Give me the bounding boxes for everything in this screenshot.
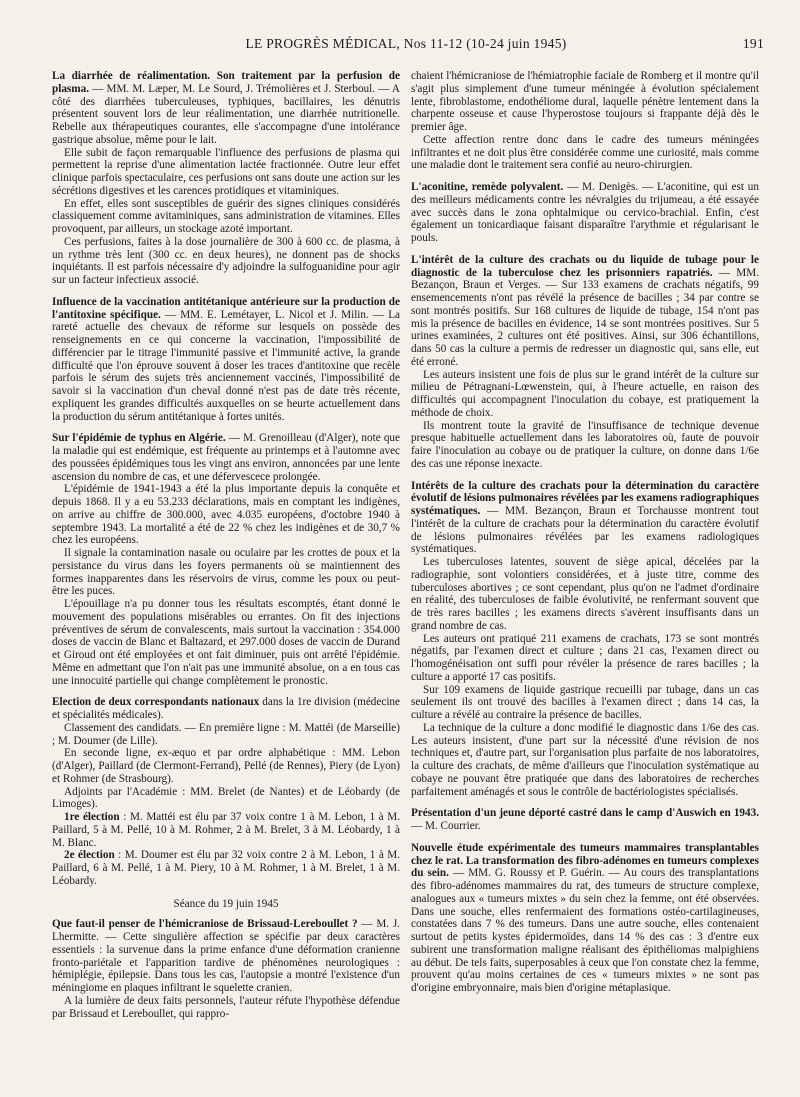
article-heading: Influence de la vaccination antitétanique antérieure sur la production de l'antitoxine spécifique.: [52, 295, 400, 321]
article-typhus: [52, 432, 400, 687]
article-authors: — M. Denigès.: [563, 181, 639, 193]
article-heading: Sur l'épidémie de typhus en Algérie.: [52, 432, 226, 445]
article-culture-lesions: [411, 480, 759, 799]
article-authors: — M. Courrier.: [411, 820, 481, 832]
paragraph: Adjoints par l'Académie : MM. Brelet (de Nantes) et de Léobardy (de Limoges).: [52, 785, 400, 811]
paragraph: Cette affection rentre donc dans le cadre des tumeurs méningées infiltrantes et ne doit plus être considérée comme une curiosité, mais comme une maladie dont le traitement sera confié au neuro-chirurgien.: [411, 133, 759, 172]
paragraph: Sur 109 examens de liquide gastrique recueilli par tubage, dans un cas seulement ils ont trouvé des bacilles à l'examen direct ; dans 14 cas, la culture a révélé au contraire la présence de bacilles.: [411, 683, 759, 721]
paragraph: En effet, elles sont susceptibles de guérir des signes cliniques considérés classiquement comme avitaminiques, sans administration de vitamines. Elles provoquent, par ailleurs, un stockage azoté important.: [52, 197, 400, 235]
article-election: [52, 696, 400, 887]
left-column: [52, 70, 400, 1020]
article-authors: — M. J. Lhermitte.: [52, 918, 400, 943]
paragraph: Les auteurs insistent une fois de plus sur le grand intérêt de la culture sur milieu de Pétragnani-Lœwenstein, qui, à l'heure actuelle, en raison des difficultés qui accompagnent l'inoculation du cobaye, est pratiquement la méthode de choix.: [411, 368, 759, 419]
article-authors: — MM. Bezançon, Braun et Torchausse: [480, 505, 688, 517]
article-text: — A côté des diarrhées tuberculeuses, typhiques, bacillaires, les dénutris présentent souvent lors de leur réalimentation, une diarrhée nutritionelle. Rebelle aux thérapeutiques courantes, elle s'accompagne d'une intolérance gastrique absolue, même pour le lait.: [52, 82, 400, 146]
paragraph: Ces perfusions, faites à la dose journalière de 300 à 600 cc. de plasma, à un rythme très lent (300 cc. en deux heures), ne donnent pas de shocks inquiétants. Il est parfois nécessaire d'y adjoindre la sulfoguanidine pour agir sur un facteur infectieux associé.: [52, 235, 400, 286]
article-heading: Que faut-il penser de l'hémicraniose de Brissaud-Lereboullet ?: [52, 918, 358, 931]
paragraph: Ils montrent toute la gravité de l'insuffisance de technique devenue presque habituelle actuellement dans les laboratoires où, faute de pouvoir faire l'inoculation au cobaye ou de pratiquer la culture, on donne dans 1/6e des cas une réponse inexacte.: [411, 419, 759, 470]
election-text: : M. Mattéi est élu par 37 voix contre 1 à M. Lebon, 1 à M. Paillard, 5 à M. Pellé, 10 à M. Rohmer, 2 à M. Brelet, 3 à M. Léobardy, 1 à M. Blanc.: [52, 811, 401, 849]
paragraph: Il signale la contamination nasale ou oculaire par les crottes de poux et la persistance du virus dans les foyers permanents où se maintiennent des formes inapparentes dans les réservoirs de virus, comme les poux ou peut-être les puces.: [52, 547, 400, 598]
article-authors: — MM. E. Lemétayer, L. Nicol et J. Milin.: [160, 308, 369, 321]
article-text: — L'aconitine, qui est un des meilleurs médicaments contre les névralgies du trijumeau, a été essayée avec succès dans le zona ophtalmique ou cervico-brachial. Enfin, c'est également un tonicardiaque faisant disparaître l'arythmie et régularisant le pouls.: [411, 181, 759, 244]
running-header: [48, 36, 764, 58]
article-culture-prisonniers: [411, 254, 759, 471]
article-heading: La diarrhée de réalimentation. Son traitement par la perfusion de plasma.: [52, 70, 400, 95]
paragraph: L'épidémie de 1941-1943 a été la plus importante depuis la conquête et depuis 1868. Il y a eu 53.233 déclarations, mais en comptant les indigènes, on arrive au chiffre de 300.000, avec 4.035 européens, d'octobre 1940 à septembre 1943. La mortalité a été de 22 % chez les indigènes et de 30,7 % chez les européens.: [52, 483, 400, 547]
paragraph: La technique de la culture a donc modifié le diagnostic dans 1/6e des cas. Les auteurs insistent, d'une part sur la nécessité d'une révision de nos techniques et, d'autre part, sur l'organisation plus parfaite de nos laboratoires, la culture des crachats, de même d'ailleurs que l'inoculation systématique au cobaye ne pouvant être pratiquée que dans des laboratoires de recherches parfaitement aménagés et sous le contrôle de bactériologistes spécialisés.: [411, 721, 759, 798]
article-text: dans la 1re division (médecine et spécialités médicales).: [52, 696, 400, 721]
paragraph: A la lumière de deux faits personnels, l'auteur réfute l'hypothèse défendue par Brissaud et Lereboullet, qui rappro-: [52, 994, 400, 1020]
paragraph: Classement des candidats. — En première ligne : M. Mattéi (de Marseille) ; M. Doumer (de Lille).: [52, 721, 400, 747]
article-text: — La rareté actuelle des chevaux de réforme sur lesquels on possède des renseignements en ce qui concerne la vaccination, l'impossibilité de différencier par le titrage l'immunité passive et l'immunité active, la grande difficulté que l'on éprouve souvent à doser les traces d'antitoxine que recèle parfois le sérum des sujets très anciennement vaccinés, l'impossibilité de savoir si la vaccination d'un cheval donné n'est pas de date très récente, expliquent les grandes difficultés auxquelles on se heurte actuellement dans la production du sérum antitétanique à fortes unités.: [52, 308, 400, 423]
right-column: [411, 70, 759, 995]
article-deporte: [411, 807, 759, 833]
election-heading: 2e élection: [64, 849, 115, 862]
paragraph: chaient l'hémicraniose de l'hémiatrophie faciale de Romberg et il montre qu'il s'agit plus simplement d'une tumeur méningée à évolution spécialement lente, fibroblastome, endothéliome dural, laquelle pénètre lentement dans la charpente osseuse et cause l'hyperostose toujours si frappante déjà dès le premier âge.: [411, 70, 759, 133]
article-aconitine: [411, 181, 759, 245]
article-tumeurs: [411, 842, 759, 995]
article-authors: — MM. M. Læper, M. Le Sourd, J. Trémolières et J. Sterboul.: [89, 82, 376, 95]
article-text: note que la maladie qui est endémique, est fréquente au printemps et à l'automne avec des poussées épidémiques tous les vingt ans environ, annoncées par une lente ascension du nombre de cas, et une défervescece prolongée.: [52, 432, 400, 483]
article-heading: L'aconitine, remède polyvalent.: [411, 181, 564, 193]
article-vaccination: [52, 296, 400, 424]
paragraph: Les tuberculoses latentes, souvent de siège apical, décelées par la radiographie, sont volontiers considérées, et à juste titre, comme des tuberculoses abortives ; ce sont cependant, plus qu'on ne l'admet d'ordinaire en réalité, des tuberculoses de faible évolutivité, ne renfermant souvent que de très rares bacilles ; les examens directs s'avèrent insuffisants dans un grand nombre de cas.: [411, 556, 759, 632]
paragraph: L'épouillage n'a pu donner tous les résultats escomptés, étant donné le mouvement des populations misérables ou errantes. On fit des injections préventives de sérum de convalescents, mais surtout la vaccination : 354.000 doses de vaccin de Blanc et Baltazard, et 297.000 doses de vaccin de Durand et Giroud ont été employées et ont fait diminuer, puis ont arrêté l'épidémie. Même en admettant que l'on n'ait pas une immunité absolue, on a en tous cas une innocuité partielle qui change complètement le pronostic.: [52, 598, 400, 687]
journal-title: LE PROGRÈS MÉDICAL, Nos 11-12 (10-24 juin 1945): [245, 36, 567, 51]
article-diarrhee: [52, 70, 400, 287]
article-text: montrent tout l'intérêt de la culture de crachats pour la détermination du caractère évolutif de lésions pulmonaires révélées par les examens radiologiques systématiques.: [411, 505, 760, 556]
paragraph: Elle subit de façon remarquable l'influence des perfusions de plasma qui permettent la reprise d'une alimentation lactée fractionnée. Outre leur effet clinique parfois spectaculaire, ces perfusions ont sans doute une action sur les sécrétions digestives et les carences protidiques et vitaminiques.: [52, 146, 400, 197]
article-hemicraniose: [52, 918, 400, 1020]
article-hemicraniose-continued: [411, 70, 759, 172]
article-heading: Présentation d'un jeune déporté castré dans le camp d'Auswich en 1943.: [411, 807, 759, 820]
article-heading: Intérêts de la culture des crachats pour la détermination du caractère évolutif de lésions pulmonaires révélées par les examens radiographiques systématiques.: [411, 479, 759, 517]
election-text: : M. Doumer est élu par 32 voix contre 2 à M. Lebon, 1 à M. Paillard, 6 à M. Pellé, 1 à M. Piery, 10 à M. Rohmer, 1 à M. Brelet, 1 à M. Léobardy.: [52, 849, 400, 887]
article-heading: Nouvelle étude expérimentale des tumeurs mammaires transplantables chez le rat. La transformation des fibro-adénomes en tumeurs complexes du sein.: [411, 841, 759, 880]
article-authors: — MM. Bezançon, Braun et Verges.: [411, 266, 759, 292]
article-text: — Cette singulière affection se spécifie par deux caractères essentiels : la survenue dans la prime enfance d'une déformation cranienne fronto-pariétale et l'apparition tardive de phénomènes neurologiques : hémiplégie, épilepsie. Dans tous les cas, l'autopsie a montré l'existence d'un méningiome en plaques infiltrant le squelette cranien.: [52, 931, 400, 994]
article-authors: — M. Grenoilleau (d'Alger),: [225, 432, 359, 445]
election-heading: 1re élection: [64, 811, 120, 823]
session-heading: Séance du 19 juin 1945: [173, 897, 279, 910]
article-text: — Au cours des transplantations des fibro-adénomes mammaires du rat, des tumeurs de structure complexe, analogues aux « tumeurs mixtes » du sein chez la femme, ont été observées. Dans une souche, elles renfermaient des formations ostéo-cartilagineuses, constatées dans 7 % des tumeurs. Dans une autre souche, elles contenaient surtout de petits kystes épidermoïdes, dans 14 % des cas : 3 d'entre eux subirent une transformation maligne réalisant des épithéliomas malpighiens au début. De tels faits, superposables à ceux que l'on constate chez la femme, prouvent qu'au moins certaines de ces « tumeurs mixtes » ne sont pas d'origine embryonnaire, mais bien d'origine métaplasique.: [411, 867, 760, 994]
page-number: 191: [742, 36, 764, 51]
article-heading: Election de deux correspondants nationaux: [52, 696, 260, 709]
article-heading: L'intérêt de la culture des crachats ou du liquide de tubage pour le diagnostic de la tuberculose chez les prisonniers rapatriés.: [411, 253, 759, 279]
paragraph: En seconde ligne, ex-æquo et par ordre alphabétique : MM. Lebon (d'Alger), Paillard (de Clermont-Ferrand), Pellé (de Rennes), Piery (de Lyon) et Rohmer (de Strasbourg).: [52, 747, 400, 785]
paragraph: Les auteurs ont pratiqué 211 examens de crachats, 173 se sont montrés négatifs, par l'examen direct et culture ; dans 21 cas, l'examen direct ou l'homogénéisation ont suffi pour révéler la présence de rares bacilles ; la culture a apporté 17 cas positifs.: [411, 632, 759, 683]
article-text: — Sur 133 examens de crachats négatifs, 99 ensemencements n'ont pas révélé la présence de bacilles ; 34 par contre se sont montrés positifs. Sur 168 cultures de liquide de tubage, 154 n'ont pas mis la présence de bacilles en évidence, 14 se sont montrées positives. Sur 5 urines examinées, 2 cultures ont été positives. Ainsi, sur 306 échantillons, dans 50 cas la culture a permis de redresser un diagnostic qui, sans elle, eut été erroné.: [411, 279, 759, 368]
article-authors: — MM. G. Roussy et P. Guérin.: [448, 867, 605, 880]
